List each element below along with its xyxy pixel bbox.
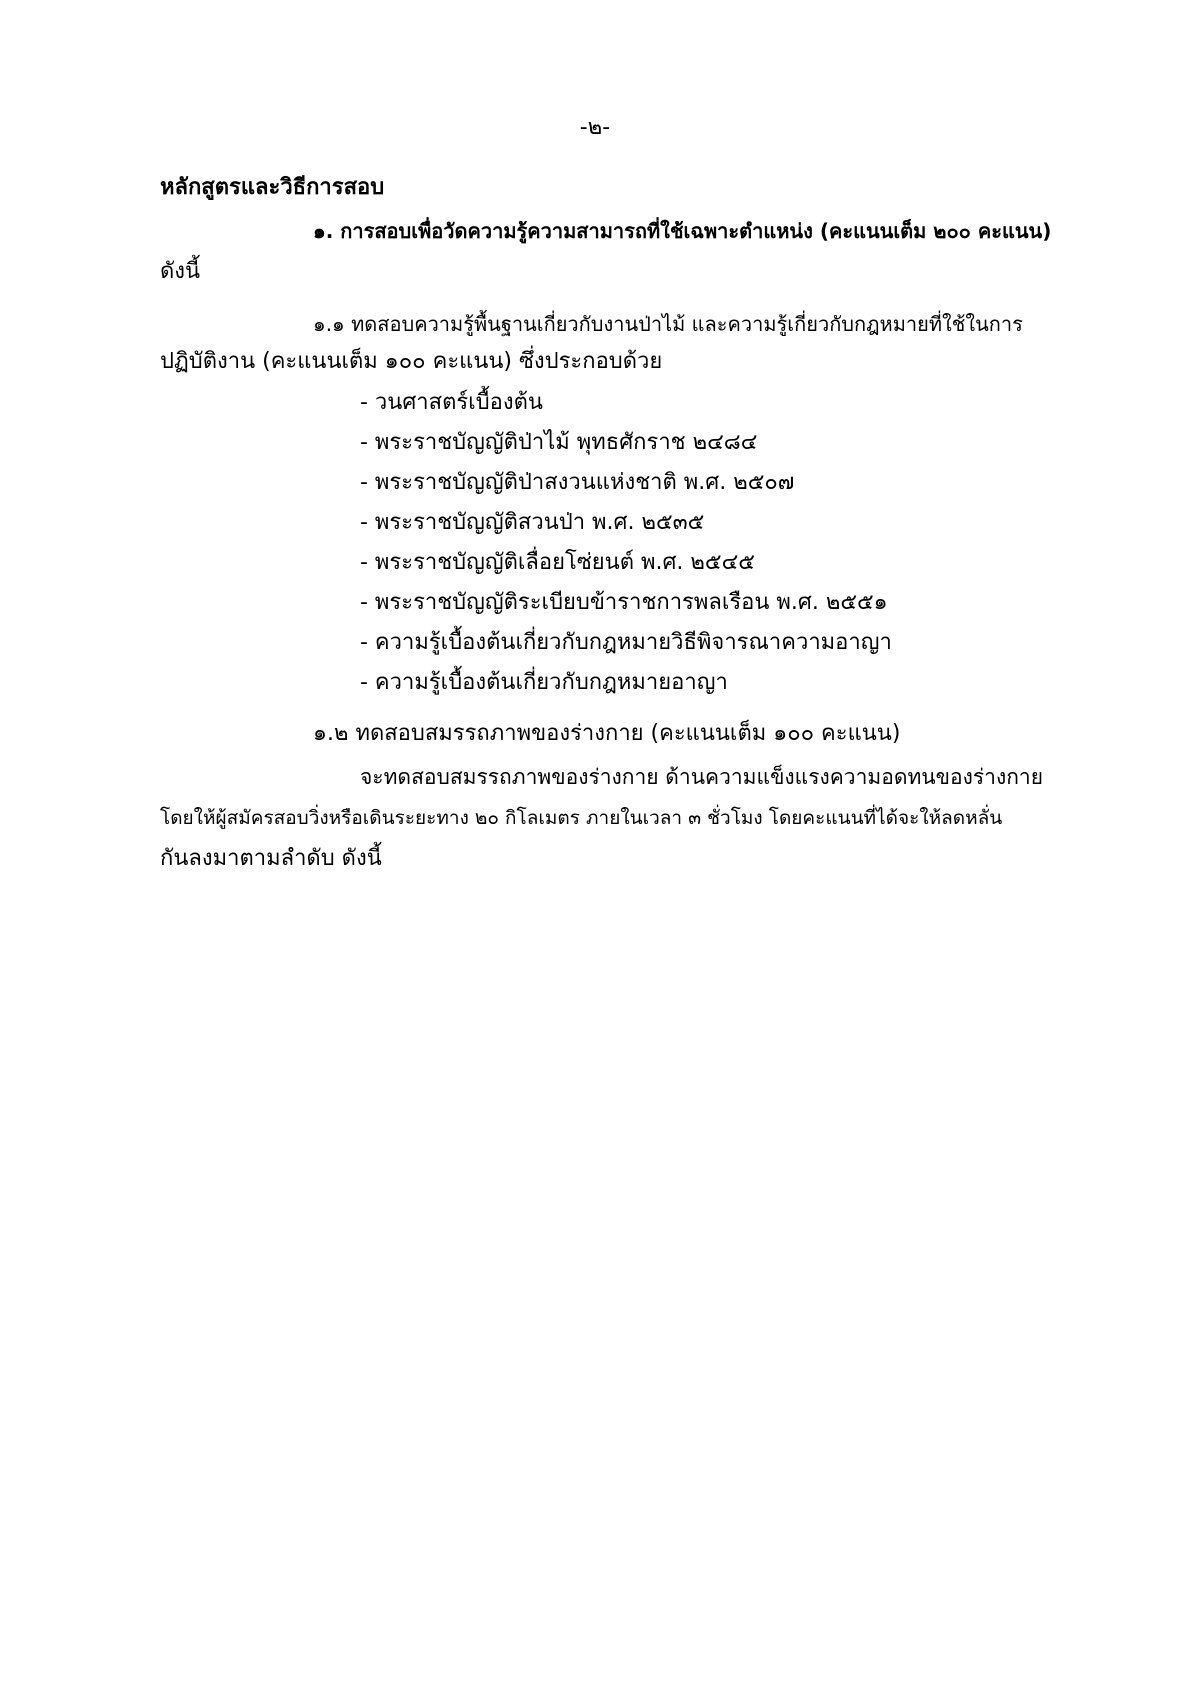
list-item: - พระราชบัญญัติสวนป่า พ.ศ. ๒๕๓๕ [360,510,705,535]
part1-heading: ๑. การสอบเพื่อวัดความรู้ความสามารถที่ใช้เฉพาะตำแหน่ง (คะแนนเต็ม ๒๐๐ คะแนน) [313,219,1052,243]
list-item: - ความรู้เบื้องต้นเกี่ยวกับกฎหมายอาญา [360,670,728,695]
part1-2-paragraph-line3: กันลงมาตามลำดับ ดังนี้ [160,846,382,871]
page-number: -๒- [579,115,611,140]
list-item: - พระราชบัญญัติระเบียบข้าราชการพลเรือน พ.ศ. ๒๕๕๑ [360,590,888,615]
list-item: - วนศาสตร์เบื้องต้น [360,390,543,415]
part1-2-paragraph-line1: จะทดสอบสมรรถภาพของร่างกาย ด้านความแข็งแรงความอดทนของร่างกาย [360,765,1044,789]
part1-heading-continuation: ดังนี้ [160,259,201,284]
list-item: - ความรู้เบื้องต้นเกี่ยวกับกฎหมายวิธีพิจารณาความอาญา [360,630,892,655]
list-item: - พระราชบัญญัติป่าสงวนแห่งชาติ พ.ศ. ๒๕๐๗ [360,470,795,495]
part1-2-heading: ๑.๒ ทดสอบสมรรถภาพของร่างกาย (คะแนนเต็ม ๑๐๐ คะแนน) [313,721,901,746]
part1-1-line2: ปฏิบัติงาน (คะแนนเต็ม ๑๐๐ คะแนน) ซึ่งประกอบด้วย [160,349,663,374]
list-item: - พระราชบัญญัติเลื่อยโซ่ยนต์ พ.ศ. ๒๕๔๕ [360,550,755,575]
part1-2-paragraph-line2: โดยให้ผู้สมัครสอบวิ่งหรือเดินระยะทาง ๒๐ กิโลเมตร ภายในเวลา ๓ ชั่วโมง โดยคะแนนที่ได้จะให้ลดหลั่น [160,807,1003,829]
section-heading: หลักสูตรและวิธีการสอบ [160,175,385,200]
list-item: - พระราชบัญญัติป่าไม้ พุทธศักราช ๒๔๘๔ [360,430,758,455]
part1-1-line1: ๑.๑ ทดสอบความรู้พื้นฐานเกี่ยวกับงานป่าไม้ และความรู้เกี่ยวกับกฎหมายที่ใช้ในการ [313,312,1023,336]
